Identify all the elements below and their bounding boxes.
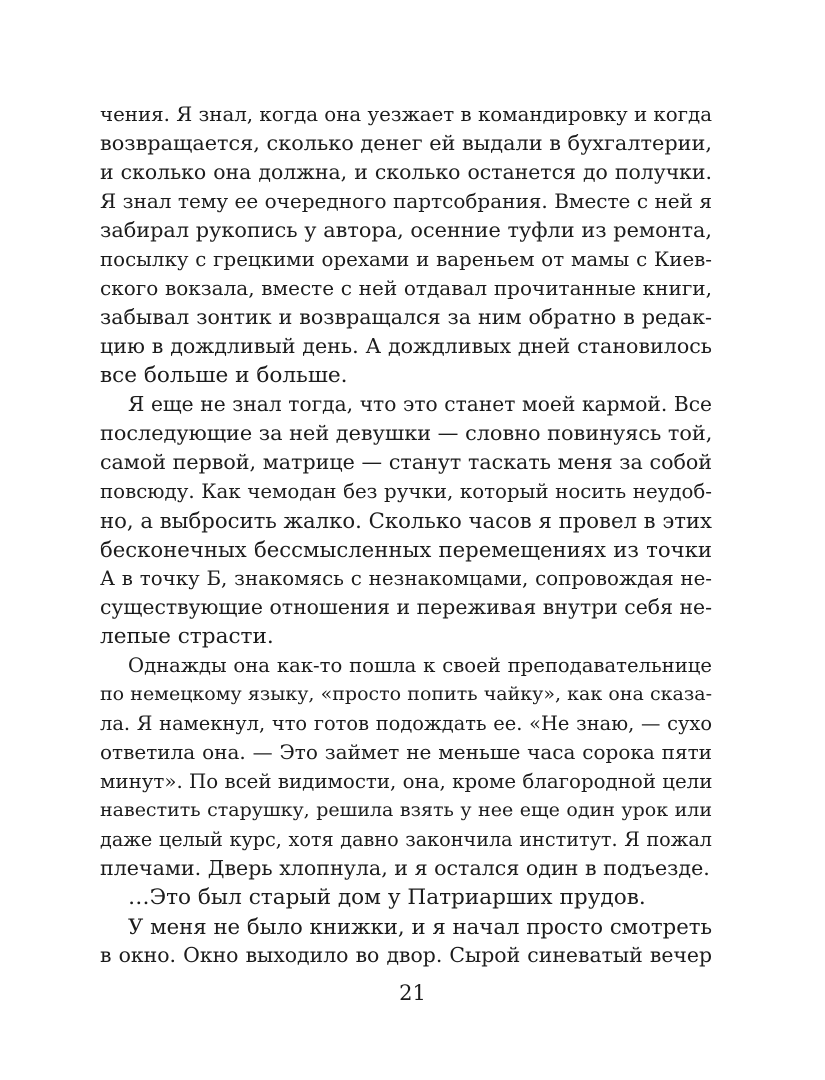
page-number: 21 [399,981,426,1005]
text-line: бесконечных бессмысленных перемещениях из точки [100,537,712,562]
text-line: Я еще не знал тогда, что это станет моей кармой. Все [128,392,712,416]
text-line: ответила она. — Это займет не меньше часа сорока пяти [100,740,712,764]
text-line: и сколько она должна, и сколько останется до получки. [100,160,712,184]
text-line: ла. Я намекнул, что готов подождать ее. «Не знаю, — сухо [100,712,712,735]
text-line: Однажды она как-то пошла к своей преподавательнице [128,654,712,677]
text-line: возвращается, сколько денег ей выдали в бухгалтерии, [100,131,712,155]
text-line: плечами. Дверь хлопнула, и я остался один в подъезде. [100,856,710,880]
text-line: ского вокзала, вместе с ней отдавал прочитанные книги, [100,276,712,300]
text-line: все больше и больше. [100,363,348,388]
text-line: забывал зонтик и возвращался за ним обратно в редак- [100,305,712,329]
text-line: последующие за ней девушки — словно повинуясь той, [100,421,713,445]
text-line: существующие отношения и переживая внутри себя не- [100,595,712,619]
text-line: самой первой, матрице — станут таскать меня за собой [100,450,712,474]
text-line: цию в дождливый день. А дождливых дней становилось [100,334,712,358]
text-line: навестить старушку, решила взять у нее еще один урок или [100,799,712,821]
text-line: повсюду. Как чемодан без ручки, который носить неудоб- [100,480,712,503]
text-line: забирал рукопись у автора, осенние туфли из ремонта, [100,218,712,242]
text-line: даже целый курс, хотя давно закончила институт. Я пожал [100,828,712,851]
body-text [100,100,712,970]
text-line: У меня не было книжки, и я начал просто смотреть [128,914,712,939]
text-line: в окно. Окно выходило во двор. Сырой синеватый вечер [100,943,712,967]
text-line: А в точку Б, знакомясь с незнакомцами, сопровождая не- [100,567,712,590]
text-line: Я знал тему ее очередного партсобрания. Вместе с ней я [100,189,712,213]
text-line: по немецкому языку, «просто попить чайку», как она сказа- [100,683,712,705]
text-line: минут». По всей видимости, она, кроме благородной цели [100,770,713,793]
text-line: но, а выбросить жалко. Сколько часов я провел в этих [100,508,712,533]
text-line: посылку с грецкими орехами и вареньем от мамы с Киев- [100,248,712,271]
text-line: …Это был старый дом у Патриарших прудов. [128,885,646,910]
text-line: чения. Я знал, когда она уезжает в командировку и когда [100,103,713,126]
text-line: лепые страсти. [100,624,274,649]
